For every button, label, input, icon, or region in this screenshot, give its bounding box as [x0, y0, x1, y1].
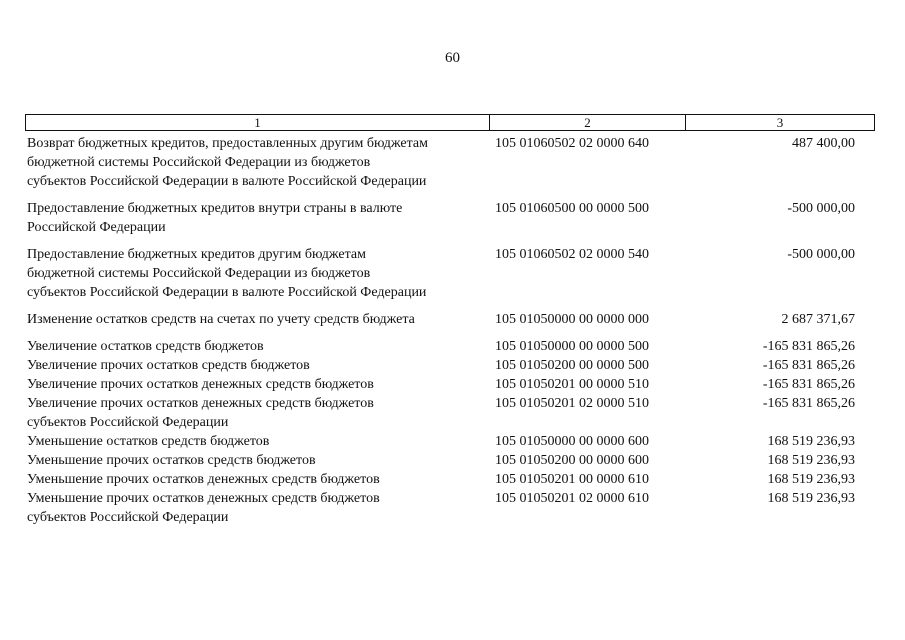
row-code: 105 01060500 00 0000 500: [495, 201, 649, 216]
row-code: 105 01050000 00 0000 600: [495, 434, 649, 449]
row-code: 105 01060502 02 0000 640: [495, 136, 649, 151]
table-row: [25, 375, 875, 394]
row-name: Уменьшение остатков средств бюджетов: [27, 434, 270, 449]
row-name: Предоставление бюджетных кредитов внутри страны в валюте Российской Федерации: [27, 201, 403, 235]
row-amount: -165 831 865,26: [762, 339, 855, 354]
row-name: Увеличение прочих остатков денежных средств бюджетов: [27, 377, 374, 392]
row-amount: -500 000,00: [787, 201, 855, 216]
table-row: [25, 356, 875, 375]
row-amount: 168 519 236,93: [767, 472, 855, 487]
row-name: Предоставление бюджетных кредитов другим бюджетам бюджетной системы Российской Федерации из бюджетов субъектов Российской Федерации в валюте Российской Федерации: [27, 247, 427, 300]
row-code: 105 01050201 00 0000 610: [495, 472, 649, 487]
row-name: Уменьшение прочих остатков денежных средств бюджетов: [27, 472, 380, 487]
row-amount: -165 831 865,26: [762, 358, 855, 373]
row-code: 105 01050200 00 0000 600: [495, 453, 649, 468]
table-header: [25, 114, 875, 131]
table-row: [25, 245, 875, 302]
row-amount: -165 831 865,26: [762, 396, 855, 411]
row-name: Уменьшение прочих остатков денежных средств бюджетов субъектов Российской Федерации: [27, 491, 380, 525]
row-amount: -165 831 865,26: [762, 377, 855, 392]
table-row: [25, 451, 875, 470]
row-amount: 168 519 236,93: [767, 453, 855, 468]
row-code: 105 01050000 00 0000 500: [495, 339, 649, 354]
row-name: Возврат бюджетных кредитов, предоставленных другим бюджетам бюджетной системы Российской Федерации из бюджетов субъектов Российской Федерации в валюте Российской Федерации: [27, 136, 428, 189]
row-name: Увеличение прочих остатков средств бюджетов: [27, 358, 310, 373]
table-row: [25, 310, 875, 329]
table-row: [25, 432, 875, 451]
table-row: [25, 394, 875, 432]
table-body: [25, 134, 875, 527]
row-name: Увеличение остатков средств бюджетов: [27, 339, 264, 354]
row-name: Изменение остатков средств на счетах по учету средств бюджета: [27, 312, 415, 327]
header-col-1: 1: [26, 115, 490, 130]
row-code: 105 01050201 00 0000 510: [495, 377, 649, 392]
row-code: 105 01050000 00 0000 000: [495, 312, 649, 327]
table-row: [25, 134, 875, 191]
row-code: 105 01050201 02 0000 610: [495, 491, 649, 506]
table-row: [25, 199, 875, 237]
row-amount: 168 519 236,93: [767, 434, 855, 449]
row-amount: -500 000,00: [787, 247, 855, 262]
table-row: [25, 337, 875, 356]
row-code: 105 01050201 02 0000 510: [495, 396, 649, 411]
table-row: [25, 489, 875, 527]
row-amount: 2 687 371,67: [781, 312, 855, 327]
row-name: Уменьшение прочих остатков средств бюджетов: [27, 453, 316, 468]
row-amount: 487 400,00: [792, 136, 855, 151]
header-col-2: 2: [490, 115, 686, 130]
header-col-3: 3: [776, 115, 784, 130]
page-number: 60: [445, 50, 460, 66]
row-name: Увеличение прочих остатков денежных средств бюджетов субъектов Российской Федерации: [27, 396, 374, 430]
row-amount: 168 519 236,93: [767, 491, 855, 506]
row-code: 105 01060502 02 0000 540: [495, 247, 649, 262]
table-row: [25, 470, 875, 489]
budget-table: [25, 114, 875, 527]
row-code: 105 01050200 00 0000 500: [495, 358, 649, 373]
